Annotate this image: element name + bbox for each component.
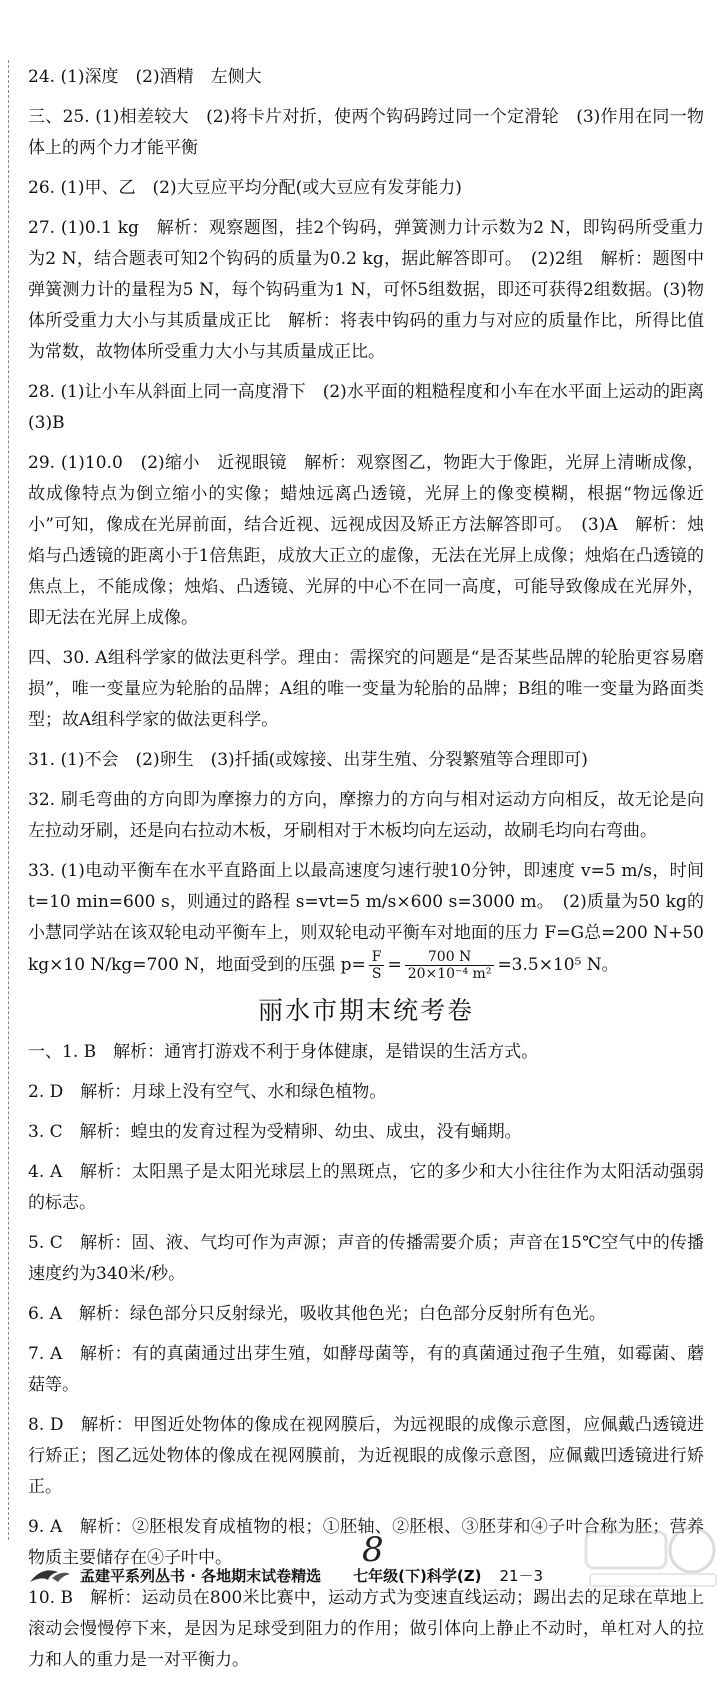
bottom-answer-5: 5. C 解析：固、液、气均可作为声源；声音的传播需要介质；声音在15℃空气中的传播速度约为340米/秒。 bbox=[28, 1233, 704, 1284]
section-title: 丽水市期末统考卷 bbox=[257, 996, 474, 1025]
top-answer-2: 三、25. (1)相差较大 (2)将卡片对折，使两个钩码跨过同一个定滑轮 (3)作用在同一物体上的两个力才能平衡 bbox=[28, 107, 704, 158]
bottom-answer-9: 9. A 解析：②胚根发育成植物的根；①胚轴、②胚根、③胚芽和④子叶合称为胚；营养物质主要储存在④子叶中。 bbox=[28, 1517, 704, 1568]
bottom-answer-1: 一、1. B 解析：通宵打游戏不利于身体健康，是错误的生活方式。 bbox=[28, 1042, 539, 1062]
top-answer-9: 32. 刷毛弯曲的方向即为摩擦力的方向，摩擦力的方向与相对运动方向相反，故无论是向左拉动牙刷，还是向右拉动木板，牙刷相对于木板均向左运动，故刷毛均向右弯曲。 bbox=[28, 790, 704, 841]
fraction-f-over-s bbox=[369, 949, 385, 982]
bottom-answer-8: 8. D 解析：甲图近处物体的像成在视网膜后，为远视眼的成像示意图，应佩戴凸透镜进行矫正；图乙远处物体的像成在视网膜前，为近视眼的成像示意图，应佩戴凹透镜进行矫正。 bbox=[28, 1415, 704, 1497]
equals-sign: = bbox=[387, 955, 402, 975]
swallow-logo-icon bbox=[28, 1562, 72, 1588]
top-answer-8: 31. (1)不会 (2)卵生 (3)扦插(或嫁接、出芽生殖、分裂繁殖等合理即可) bbox=[28, 750, 588, 770]
top-answer-1: 24. (1)深度 (2)酒精 左侧大 bbox=[28, 67, 262, 87]
fraction-numerator: F bbox=[369, 949, 385, 966]
watermark-stamp-icon bbox=[580, 1520, 720, 1592]
top-answer-3: 26. (1)甲、乙 (2)大豆应平均分配(或大豆应有发芽能力) bbox=[28, 178, 462, 198]
fraction-700-over-area bbox=[405, 949, 495, 982]
top-answer-5: 28. (1)让小车从斜面上同一高度滑下 (2)水平面的粗糙程度和小车在水平面上运动的距离 (3)B bbox=[28, 382, 721, 433]
bottom-answer-2: 2. D 解析：月球上没有空气、水和绿色植物。 bbox=[28, 1082, 387, 1102]
answer-33-result: =3.5×10⁵ N。 bbox=[497, 955, 619, 975]
footer-course: 七年级(下)科学(Z) bbox=[353, 1566, 482, 1585]
handwritten-number: 8 bbox=[362, 1530, 384, 1570]
answer-33 bbox=[28, 856, 704, 982]
bottom-answer-3: 3. C 解析：蝗虫的发育过程为受精卵、幼虫、成虫，没有蛹期。 bbox=[28, 1122, 522, 1142]
top-answer-7: 四、30. A组科学家的做法更科学。理由：需探究的问题是“是否某些品牌的轮胎更容易磨损”，唯一变量应为轮胎的品牌；A组的唯一变量为轮胎的品牌；B组的唯一变量为路面类型；故A组科学家的做法更科学。 bbox=[28, 648, 704, 730]
answer-list-top bbox=[28, 62, 721, 847]
top-answer-4: 27. (1)0.1 kg 解析：观察题图，挂2个钩码，弹簧测力计示数为2 N，即钩码所受重力为2 N，结合题表可知2个钩码的质量为0.2 kg，据此解答即可。 (2)2组 解析：题图中弹簧测力计的量程为5 N，每个钩码重为1 N，可怀5组数据，即还可获得2组数据。(3)物体所受重力大小与其质量成正比 解析：将表中钩码的重力与对应的质量作比，所得比值为常数，故物体所受重力大小与其质量成正比。 bbox=[28, 218, 704, 362]
bottom-answer-10: 10. B 解析：运动员在800米比赛中，运动方式为变速直线运动；踢出去的足球在草地上滚动会慢慢停下来，是因为足球受到阻力的作用；做引体向上静止不动时，单杠对人的拉力和人的重力是一对平衡力。 bbox=[28, 1588, 704, 1670]
bottom-answer-7: 7. A 解析：有的真菌通过出芽生殖，如酵母菌等，有的真菌通过孢子生殖，如霉菌、蘑菇等。 bbox=[28, 1344, 704, 1395]
answer-page bbox=[28, 62, 721, 1685]
fraction-denominator: 20×10⁻⁴ m² bbox=[407, 966, 492, 982]
fraction-denominator: S bbox=[371, 966, 382, 982]
footer-page-number: 21－3 bbox=[499, 1566, 544, 1585]
bottom-answer-4: 4. A 解析：太阳黑子是太阳光球层上的黑斑点，它的多少和大小往往作为太阳活动强弱的标志。 bbox=[28, 1162, 704, 1213]
top-answer-6: 29. (1)10.0 (2)缩小 近视眼镜 解析：观察图乙，物距大于像距，光屏上清晰成像，故成像特点为倒立缩小的实像；蜡烛远离凸透镜，光屏上的像变模糊，根据“物远像近小”可知，像成在光屏前面，结合近视、远视成因及矫正方法解答即可。 (3)A 解析：烛焰与凸透镜的距离小于1倍焦距，成放大正立的虚像，无法在光屏上成像；烛焰在凸透镜的焦点上，不能成像；烛焰、凸透镜、光屏的中心不在同一高度，可能导致像成在光屏外，即无法在光屏上成像。 bbox=[28, 453, 704, 628]
bottom-answer-6: 6. A 解析：绿色部分只反射绿光，吸收其他色光；白色部分反射所有色光。 bbox=[28, 1304, 606, 1324]
fraction-numerator: 700 N bbox=[405, 949, 495, 966]
answer-33-text: 33. (1)电动平衡车在水平直路面上以最高速度匀速行驶10分钟，即速度 v=5 m/s，时间 t=10 min=600 s，则通过的路程 s=vt=5 m/s×600 s=3000 m。 (2)质量为50 kg的小慧同学站在该双轮电动平衡车上，则双轮电动平衡车对地面的压力 F=G总=200 N+50 kg×10 N/kg=700 N，地面受到的压强 p= bbox=[28, 861, 704, 975]
binding-margin-line bbox=[8, 60, 19, 1540]
footer-series: 孟建平系列丛书 · 各地期末试卷精选 bbox=[80, 1566, 322, 1585]
